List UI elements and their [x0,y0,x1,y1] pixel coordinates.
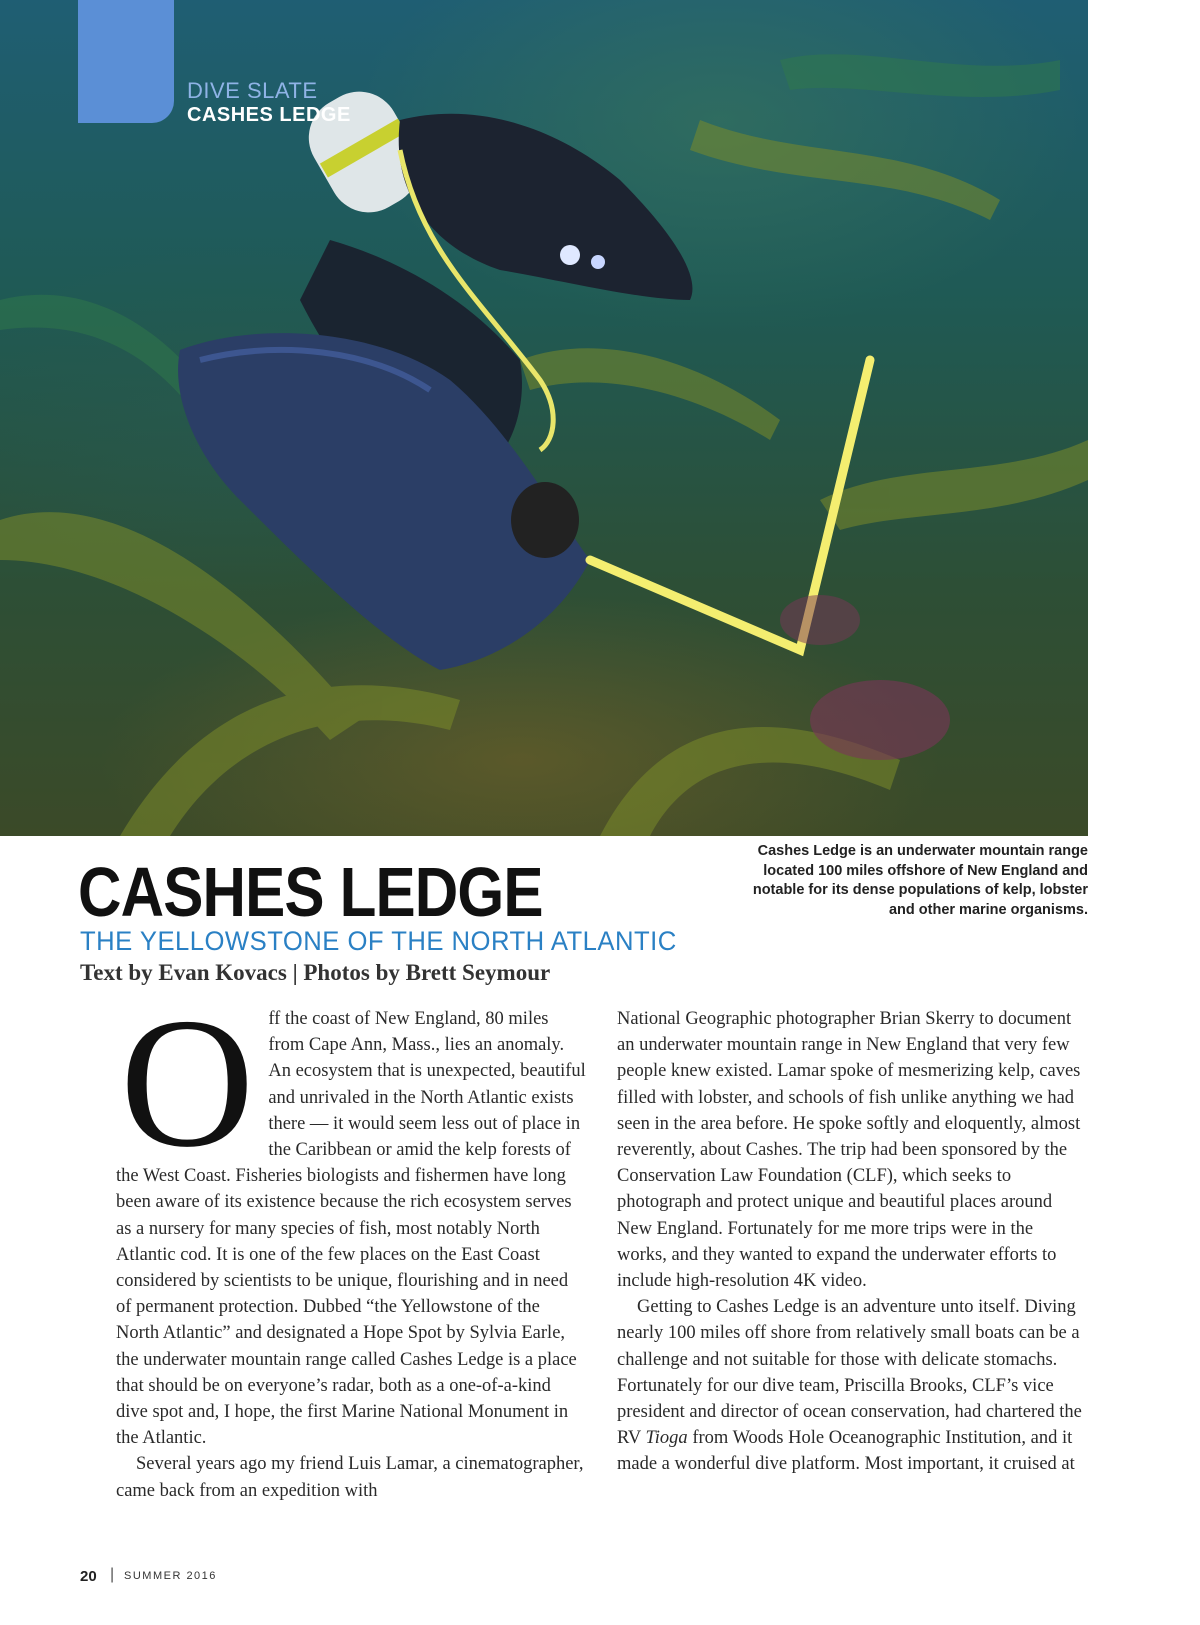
photo-caption: Cashes Ledge is an underwater mountain range located 100 miles offshore of New England and notable for its dense populations of kelp, lobster and other marine organisms. [752,843,1088,918]
section-tab [78,0,174,123]
paragraph-text: Getting to Cashes Ledge is an adventure unto itself. Diving nearly 100 miles off shore from relatively small boats can be a challenge and not suitable for those with delicate stomachs. Fortunately for our dive team, Priscilla Brooks, CLF’s vice president and director of ocean conservation, had chartered the RV [617,1297,1082,1449]
section-title: CASHES LEDGE [187,104,351,126]
body-paragraph [617,1294,1087,1477]
article-title: CASHES LEDGE [78,853,543,931]
body-column-right [617,1006,1087,1478]
article-byline: Text by Evan Kovacs | Photos by Brett Seymour [80,960,551,985]
body-paragraph: National Geographic photographer Brian Skerry to document an underwater mountain range in New England that very few people knew existed. Lamar spoke of mesmerizing kelp, caves filled with lobster, and schools of fish unlike anything we had seen in the area before. He spoke softly and eloquently, almost reverently, about Cashes. The trip had been sponsored by the Conservation Law Foundation (CLF), which seeks to photograph and protect unique and beautiful places around New England. Fortunately for me more trips were in the works, and they wanted to expand the underwater efforts to include high-resolution 4K video. [617,1009,1081,1292]
paragraph-text: ff the coast of New England, 80 miles from Cape Ann, Mass., lies an anomaly. An ecosystem that is unexpected, beautiful and unrivaled in the North Atlantic exists there — it would seem less out of place in the Caribbean or amid the kelp forests of the West Coast. Fisheries biologists and fishermen have long been aware of its existence because the rich ecosystem serves as a nursery for many species of fish, most notably North Atlantic cod. It is one of the few places on the East Coast considered by scientists to be unique, flourishing and in need of permanent protection. Dubbed “the Yellowstone of the North Atlantic” and designated a Hope Spot by Sylvia Earle, the underwater mountain range called Cashes Ledge is a place that should be on everyone’s radar, both as a one-of-a-kind dive spot and, I hope, the first Marine National Monument in the Atlantic. [116,1009,586,1449]
body-paragraph [116,980,586,1451]
hero-photo [0,0,1088,836]
drop-cap: O [120,980,255,1186]
issue-label: SUMMER 2016 [124,1570,217,1582]
section-kicker: DIVE SLATE [187,78,318,103]
vessel-name: Tioga [645,1428,688,1449]
article-subtitle: THE YELLOWSTONE OF THE NORTH ATLANTIC [80,926,677,956]
body-paragraph: Several years ago my friend Luis Lamar, a cinematographer, came back from an expedition with [116,1454,584,1501]
body-column-left [116,980,586,1504]
diver-kelp-illustration [0,0,1088,836]
footer-separator: | [110,1566,115,1583]
paragraph-text: from Woods Hole Oceanographic Institution, and it made a wonderful dive platform. Most important, it cruised at [617,1428,1075,1475]
page-number: 20 [80,1568,97,1585]
